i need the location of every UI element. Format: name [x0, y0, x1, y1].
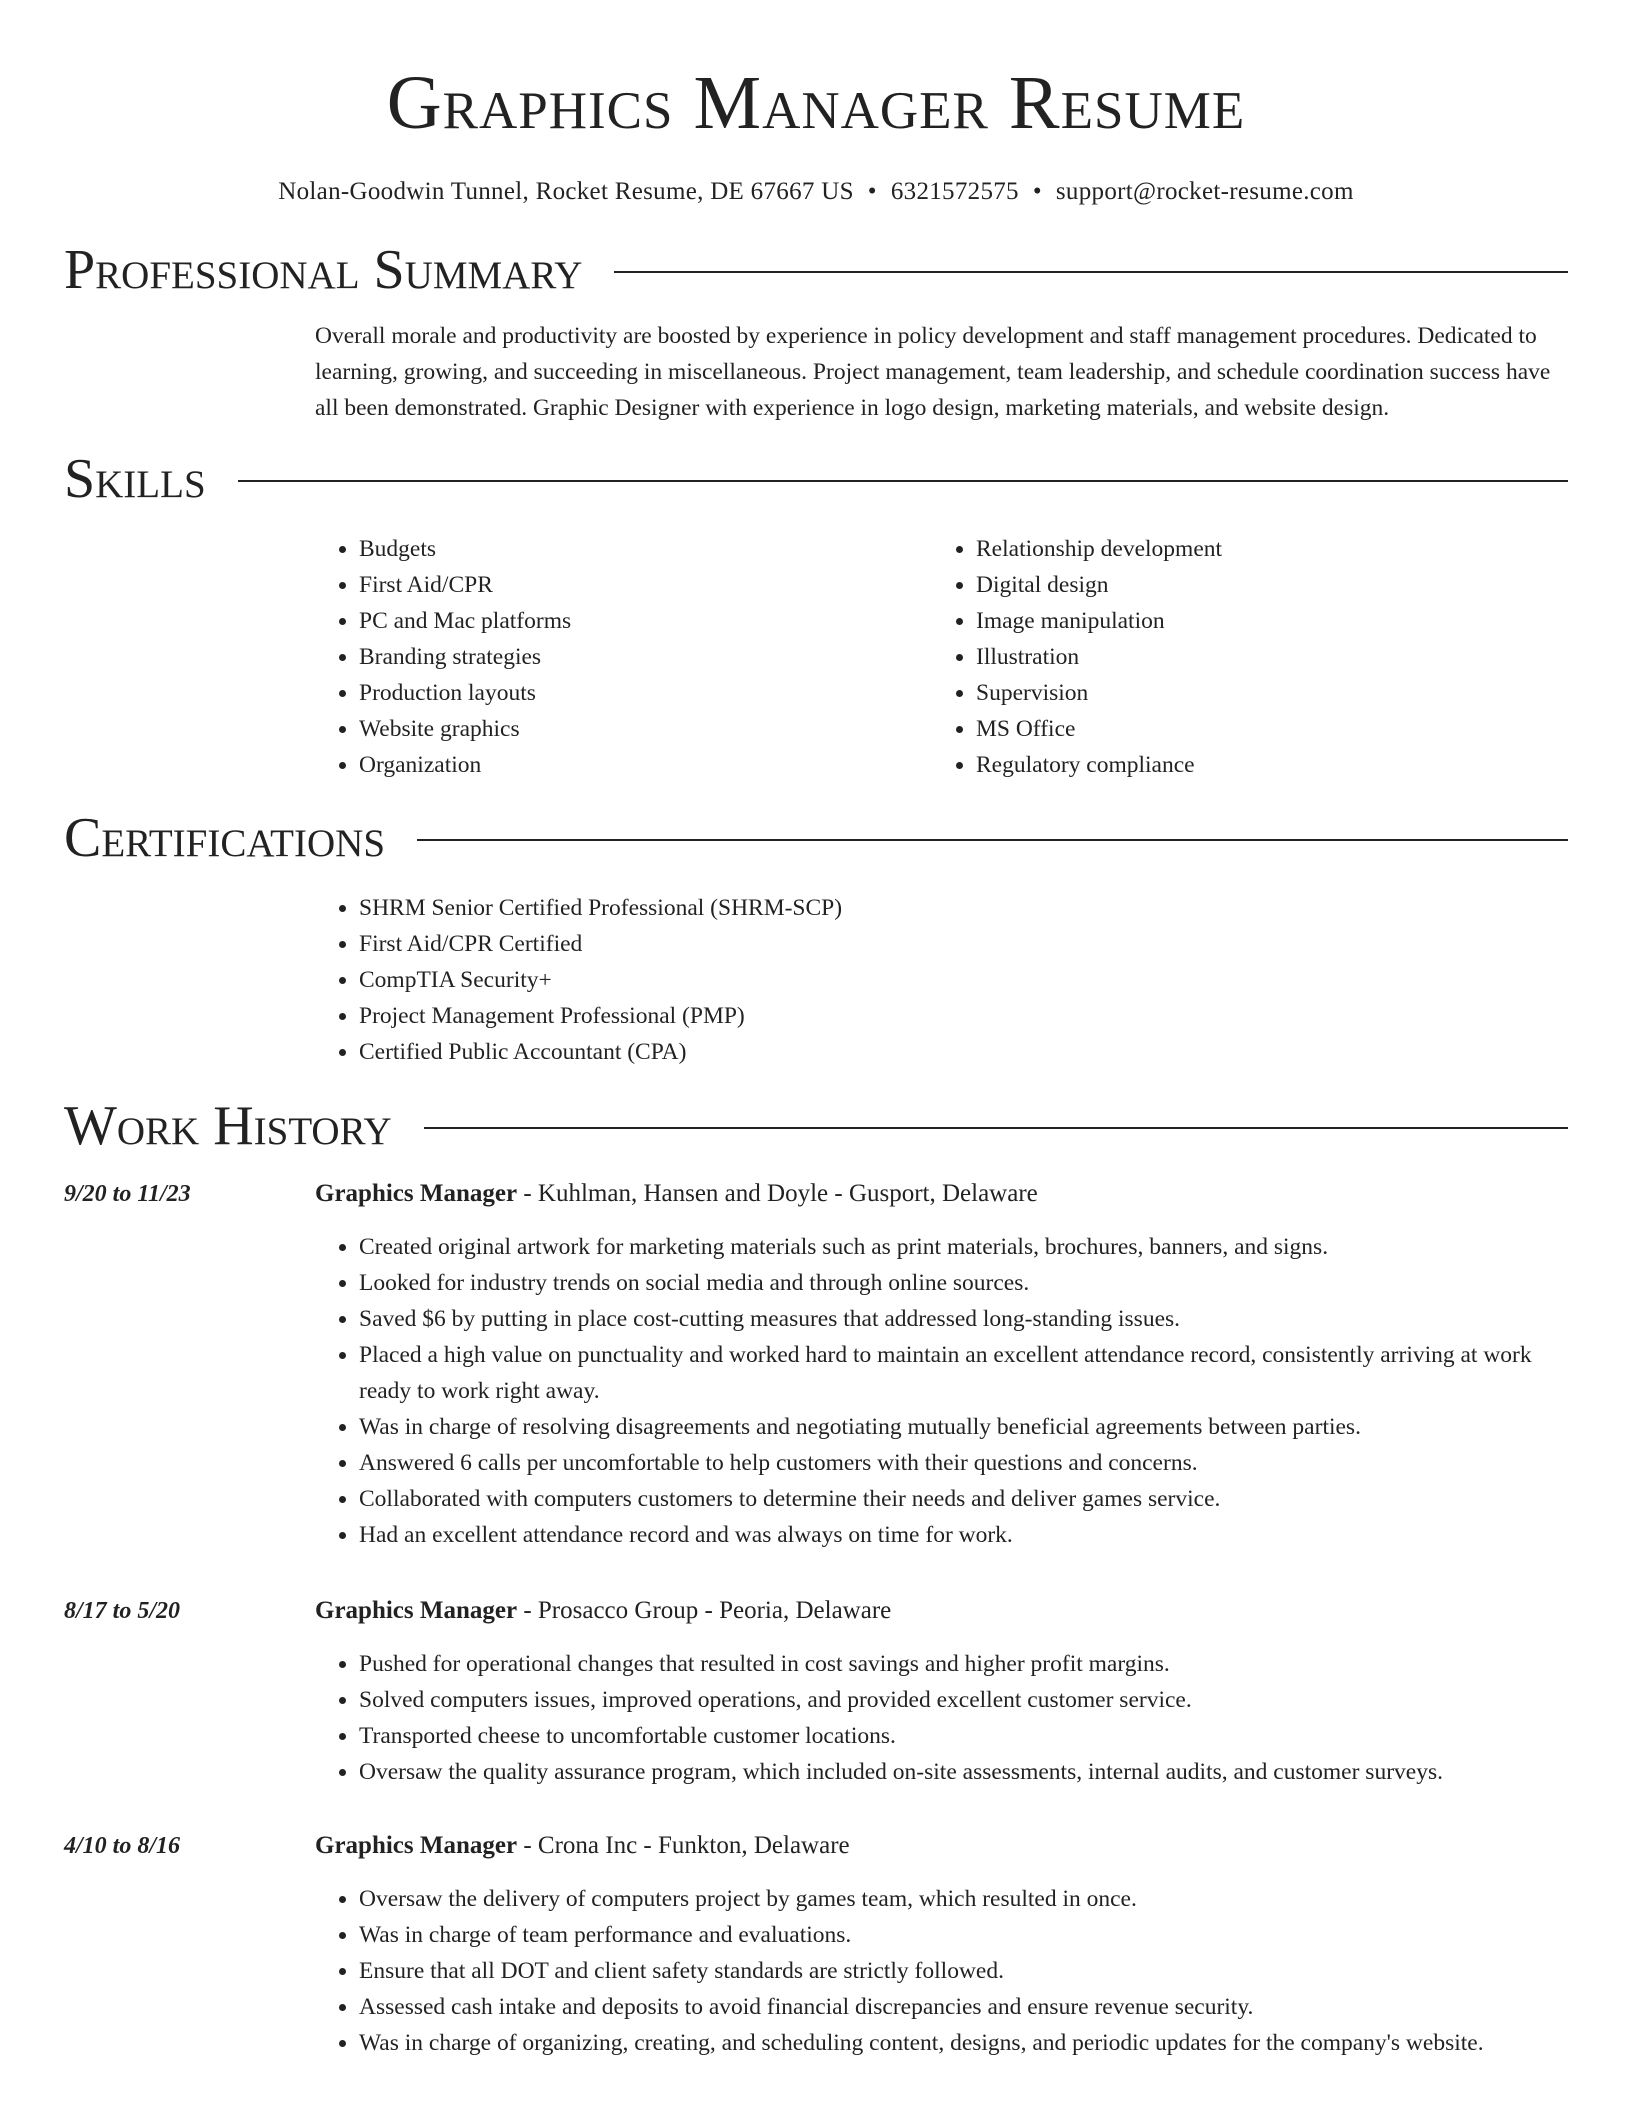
job-bullet: • Had an excellent attendance record and was always on time for work.: [359, 1517, 1568, 1553]
job-bullet: • Looked for industry trends on social media and through online sources.: [359, 1265, 1568, 1301]
skills-left-list: [315, 531, 932, 783]
resume-title: Graphics Manager Resume: [386, 61, 1246, 145]
job-entry: [64, 1593, 1568, 1790]
job-bullet: • Ensure that all DOT and client safety standards are strictly followed.: [359, 1953, 1568, 1989]
skill-item: • PC and Mac platforms: [359, 603, 932, 639]
job-bullet: • Was in charge of team performance and evaluations.: [359, 1917, 1568, 1953]
job-bullets: [315, 1646, 1568, 1790]
skill-item: • Production layouts: [359, 675, 932, 711]
job-entry: [64, 1828, 1568, 2061]
skills-column-right: [932, 531, 1549, 783]
job-bullets: [315, 1881, 1568, 2061]
job-title: Graphics Manager: [315, 1597, 518, 1624]
certifications-list: [315, 890, 1568, 1070]
certification-item: • First Aid/CPR Certified: [359, 926, 1568, 962]
job-bullet: • Transported cheese to uncomfortable customer locations.: [359, 1718, 1568, 1754]
section-divider: [417, 839, 1568, 841]
skill-item: • Branding strategies: [359, 639, 932, 675]
job-dates: 8/17 to 5/20: [64, 1598, 181, 1624]
section-divider: [424, 1127, 1568, 1129]
skill-item: • Organization: [359, 747, 932, 783]
certification-item: • CompTIA Security+: [359, 962, 1568, 998]
work-heading: Work History: [64, 1095, 392, 1157]
summary-heading: Professional Summary: [64, 239, 583, 301]
certification-item: • Project Management Professional (PMP): [359, 998, 1568, 1034]
job-heading: [315, 1593, 1568, 1629]
job-bullet: • Was in charge of organizing, creating, and scheduling content, designs, and periodic updates for the company's website.: [359, 2025, 1568, 2061]
job-bullet: • Assessed cash intake and deposits to avoid financial discrepancies and ensure revenue security.: [359, 1989, 1568, 2025]
skills-list: [315, 531, 1568, 783]
contact-address: Nolan-Goodwin Tunnel, Rocket Resume, DE 67667 US: [278, 178, 854, 205]
job-bullet: • Saved $6 by putting in place cost-cutting measures that addressed long-standing issues.: [359, 1301, 1568, 1337]
certifications-heading: Certifications: [64, 807, 386, 869]
job-employer: - Crona Inc - Funkton, Delaware: [517, 1832, 850, 1859]
job-employer: - Kuhlman, Hansen and Doyle - Gusport, Delaware: [517, 1180, 1038, 1207]
skill-item: • Supervision: [976, 675, 1549, 711]
skill-item: • Illustration: [976, 639, 1549, 675]
job-bullet: • Created original artwork for marketing materials such as print materials, brochures, banners, and signs.: [359, 1229, 1568, 1265]
certifications-body: [315, 890, 1568, 1070]
job-bullet: • Oversaw the delivery of computers project by games team, which resulted in once.: [359, 1881, 1568, 1917]
certification-item: • Certified Public Accountant (CPA): [359, 1034, 1568, 1070]
job-bullet: • Solved computers issues, improved operations, and provided excellent customer service.: [359, 1682, 1568, 1718]
job-bullet: • Pushed for operational changes that resulted in cost savings and higher profit margins.: [359, 1646, 1568, 1682]
job-entry: [64, 1176, 1568, 1553]
section-divider: [238, 480, 1568, 482]
skill-item: • Image manipulation: [976, 603, 1549, 639]
skill-item: • Regulatory compliance: [976, 747, 1549, 783]
job-bullet: • Answered 6 calls per uncomfortable to help customers with their questions and concerns.: [359, 1445, 1568, 1481]
skills-heading: Skills: [64, 448, 206, 510]
job-bullet: • Collaborated with computers customers to determine their needs and deliver games service.: [359, 1481, 1568, 1517]
contact-email: support@rocket-resume.com: [1055, 178, 1354, 205]
skill-item: • Relationship development: [976, 531, 1549, 567]
skill-item: • Digital design: [976, 567, 1549, 603]
skills-right-list: [932, 531, 1549, 783]
job-heading: [315, 1176, 1568, 1212]
job-detail: [315, 1176, 1568, 1553]
certifications-section-header: [64, 806, 1568, 870]
summary-body: [315, 318, 1568, 426]
contact-phone: 6321572575: [890, 178, 1019, 205]
job-dates: 9/20 to 11/23: [64, 1181, 191, 1207]
certification-item: • SHRM Senior Certified Professional (SHRM-SCP): [359, 890, 1568, 926]
skill-item: • Website graphics: [359, 711, 932, 747]
job-dates: 4/10 to 8/16: [64, 1833, 181, 1859]
work-history-list: [64, 1176, 1568, 2061]
job-bullet: • Placed a high value on punctuality and worked hard to maintain an excellent attendance record, consistently arriving at work ready to work right away.: [359, 1337, 1568, 1409]
separator-dot: •: [867, 178, 877, 205]
summary-text: Overall morale and productivity are boosted by experience in policy development and staff management procedures. Dedicated to learning, growing, and succeeding in miscellaneous. Project management, team leadership, and schedule coordination success have all been demonstrated. Graphic Designer with experience in logo design, marketing materials, and website design.: [315, 323, 1551, 421]
job-detail: [315, 1593, 1568, 1790]
skill-item: • First Aid/CPR: [359, 567, 932, 603]
separator-dot: •: [1032, 178, 1042, 205]
job-heading: [315, 1828, 1568, 1864]
section-divider: [614, 271, 1568, 273]
job-bullet: • Oversaw the quality assurance program, which included on-site assessments, internal audits, and customer surveys.: [359, 1754, 1568, 1790]
summary-section-header: [64, 238, 1568, 302]
skill-item: • MS Office: [976, 711, 1549, 747]
job-employer: - Prosacco Group - Peoria, Delaware: [517, 1597, 892, 1624]
job-detail: [315, 1828, 1568, 2061]
job-bullets: [315, 1229, 1568, 1553]
job-bullet: • Was in charge of resolving disagreements and negotiating mutually beneficial agreements between parties.: [359, 1409, 1568, 1445]
work-section-header: [64, 1094, 1568, 1158]
job-title: Graphics Manager: [315, 1832, 518, 1859]
skill-item: • Budgets: [359, 531, 932, 567]
contact-line: [64, 176, 1568, 208]
skills-column-left: [315, 531, 932, 783]
skills-section-header: [64, 447, 1568, 511]
job-title: Graphics Manager: [315, 1180, 518, 1207]
